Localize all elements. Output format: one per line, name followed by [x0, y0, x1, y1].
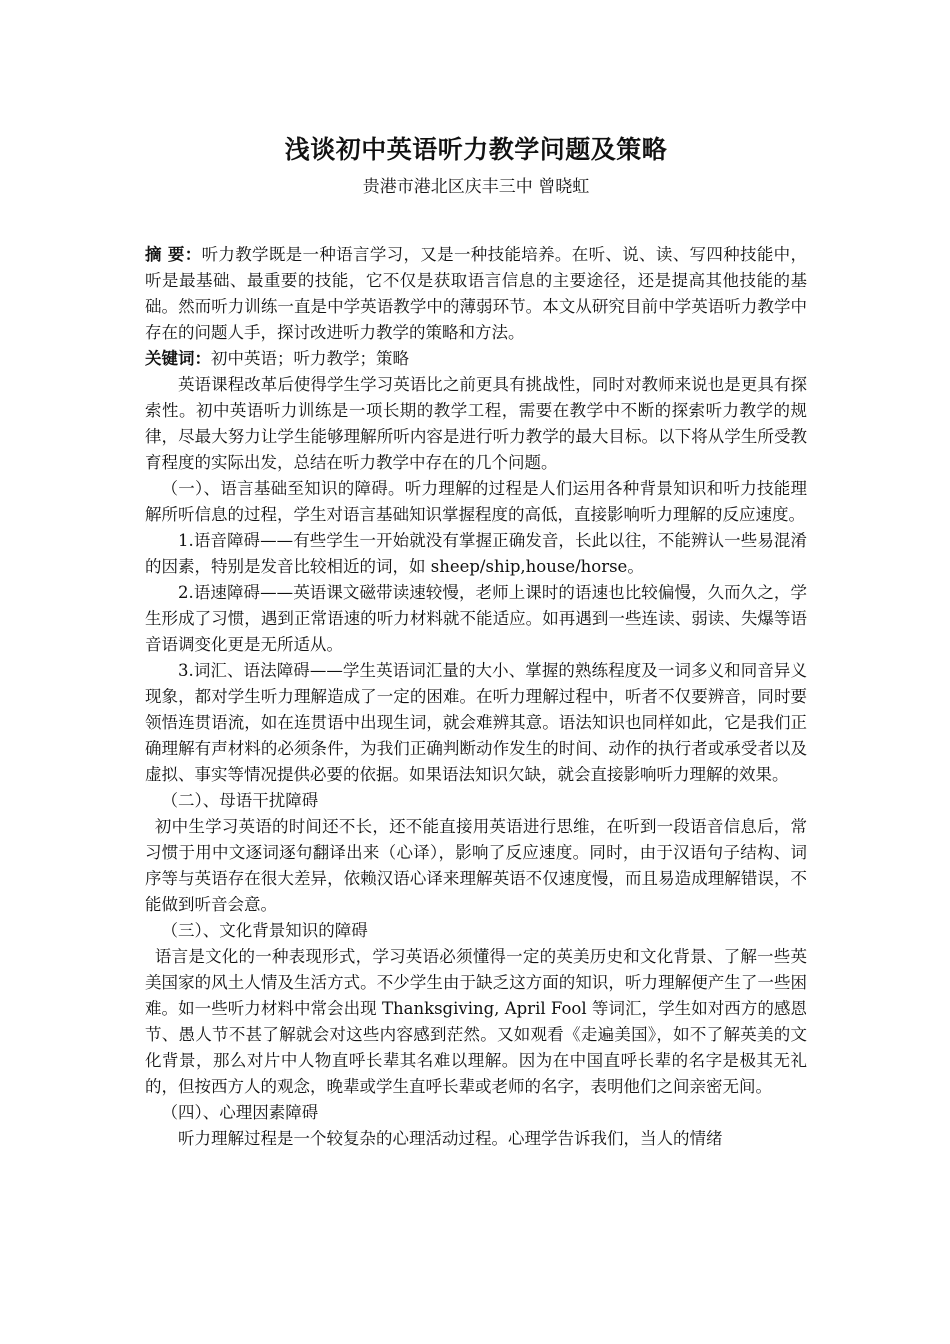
abstract-paragraph	[145, 242, 807, 346]
section-1-item-2: 2.语速障碍——英语课文磁带读速较慢，老师上课时的语速也比较偏慢，久而久之，学生形成了习惯，遇到正常语速的听力材料就不能适应。如再遇到一些连读、弱读、失爆等语音语调变化更是无所适从。	[145, 583, 807, 654]
document-page	[145, 0, 807, 1344]
section-1-item-3: 3.词汇、语法障碍——学生英语词汇量的大小、掌握的熟练程度及一词多义和同音异义现象，都对学生听力理解造成了一定的困难。在听力理解过程中，听者不仅要辨音，同时要领悟连贯语流，如在连贯语中出现生词，就会难辨其意。语法知识也同样如此，它是我们正确理解有声材料的必须条件，为我们正确判断动作发生的时间、动作的执行者或承受者以及虚拟、事实等情况提供必要的依据。如果语法知识欠缺，就会直接影响听力理解的效果。	[145, 661, 807, 784]
keywords-text: 初中英语；听力教学；策略	[211, 349, 409, 368]
abstract-text: 听力教学既是一种语言学习，又是一种技能培养。在听、说、读、写四种技能中，听是最基础、最重要的技能，它不仅是获取语言信息的主要途径，还是提高其他技能的基础。然而听力训练一直是中学英语教学中的薄弱环节。本文从研究目前中学英语听力教学中存在的问题人手，探讨改进听力教学的策略和方法。	[145, 245, 808, 342]
section-4-heading: （四）、心理因素障碍	[161, 1103, 319, 1122]
abstract-label: 摘 要：	[145, 245, 202, 264]
document-body	[145, 242, 807, 1152]
author-line: 贵港市港北区庆丰三中 曾晓虹	[362, 177, 590, 197]
document-title: 浅谈初中英语听力教学问题及策略	[284, 135, 668, 164]
section-3-heading: （三）、文化背景知识的障碍	[161, 921, 368, 940]
section-3-paragraph: 语言是文化的一种表现形式，学习英语必须懂得一定的英美历史和文化背景、了解一些英美国家的风土人情及生活方式。不少学生由于缺乏这方面的知识，听力理解便产生了一些困难。如一些听力材料中常会出现 Thanksgiving, April Fool 等词汇，学生如对西方的感恩节、愚人节不甚了解就会对这些内容感到茫然。又如观看《走遍美国》，如不了解英美的文化背景，那么对片中人物直呼长辈其名难以理解。因为在中国直呼长辈的名字是极其无礼的，但按西方人的观念，晚辈或学生直呼长辈或老师的名字，表明他们之间亲密无间。	[145, 947, 807, 1096]
section-1-item-1: 1.语音障碍——有些学生一开始就没有掌握正确发音，长此以往，不能辨认一些易混淆的因素，特别是发音比较相近的词，如 sheep/ship,house/horse。	[145, 531, 807, 576]
section-2-paragraph: 初中生学习英语的时间还不长，还不能直接用英语进行思维，在听到一段语音信息后，常习惯于用中文逐词逐句翻译出来（心译），影响了反应速度。同时，由于汉语句子结构、词序等与英语存在很大差异，依赖汉语心译来理解英语不仅速度慢，而且易造成理解错误，不能做到听音会意。	[145, 817, 807, 914]
section-2-heading: （二）、母语干扰障碍	[161, 791, 319, 810]
intro-paragraph: 英语课程改革后使得学生学习英语比之前更具有挑战性，同时对教师来说也是更具有探索性。初中英语听力训练是一项长期的教学工程，需要在教学中不断的探索听力教学的规律，尽最大努力让学生能够理解所听内容是进行听力教学的最大目标。以下将从学生所受教育程度的实际出发，总结在听力教学中存在的几个问题。	[145, 375, 807, 472]
section-4-paragraph: 听力理解过程是一个较复杂的心理活动过程。心理学告诉我们，当人的情绪	[178, 1129, 723, 1148]
section-1-paragraph: （一）、语言基础至知识的障碍。听力理解的过程是人们运用各种背景知识和听力技能理解所听信息的过程，学生对语言基础知识掌握程度的高低，直接影响听力理解的反应速度。	[145, 479, 807, 524]
keywords-paragraph	[145, 346, 807, 372]
keywords-label: 关键词：	[145, 349, 211, 368]
